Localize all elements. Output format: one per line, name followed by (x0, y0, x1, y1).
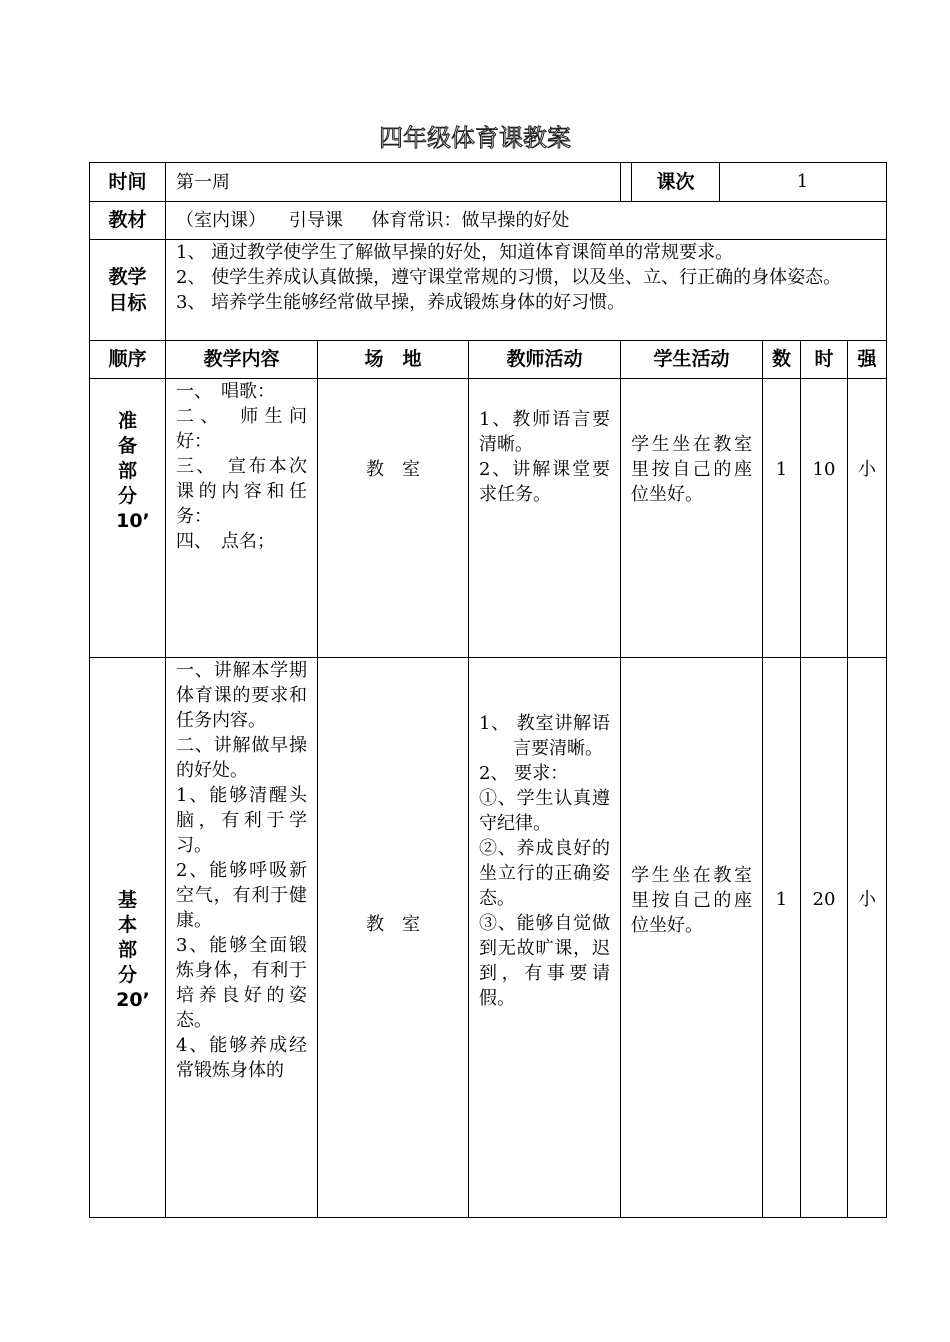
table-row (90, 658, 887, 1218)
material-value: （室内课） 引导课 体育常识：做早操的好处 (166, 202, 887, 240)
venue-cell: 教 室 (318, 379, 469, 658)
student-cell: 学生坐在教室里按自己的座位坐好。 (621, 658, 763, 1218)
material-label: 教材 (90, 202, 166, 240)
lesson-number-overlay (631, 163, 885, 201)
teacher-item: 1、 教室讲解语言要清晰。 (479, 713, 610, 759)
content-item: 3、能够全面锻炼身体，有利于培养良好的姿态。 (176, 935, 307, 1031)
lesson-number-value: 1 (796, 171, 809, 192)
time-cell: 10 (801, 379, 848, 658)
objectives-list (166, 240, 887, 341)
table-row (90, 379, 887, 658)
content-item: 一、 唱歌： (176, 381, 275, 402)
section-cell (90, 379, 166, 658)
teacher-item: 1、教师语言要清晰。 (479, 409, 610, 455)
col-venue: 场 地 (318, 341, 469, 379)
lesson-plan-table (89, 162, 887, 1218)
section-label: 基本部分20’ (116, 889, 150, 1011)
content-cell (166, 658, 318, 1218)
student-cell: 学生坐在教室里按自己的座位坐好。 (621, 379, 763, 658)
teacher-item: ②、养成良好的坐立行的正确姿态。 (479, 838, 610, 909)
teacher-item: ③、能够自觉做到无故旷课，迟到，有事要请假。 (479, 913, 610, 1009)
content-item: 二、 师生问好： (176, 406, 307, 452)
content-item: 一、讲解本学期体育课的要求和任务内容。 (176, 660, 307, 731)
col-student: 学生活动 (621, 341, 763, 379)
content-item: 1、能够清醒头脑，有利于学习。 (176, 785, 307, 856)
time-label: 时间 (90, 163, 166, 202)
teacher-cell (469, 379, 621, 658)
objectives-label (90, 240, 166, 341)
count-cell: 1 (763, 379, 801, 658)
teacher-item: ①、学生认真遵守纪律。 (479, 788, 610, 834)
content-cell (166, 379, 318, 658)
col-time: 时 (801, 341, 848, 379)
teacher-cell (469, 658, 621, 1218)
teacher-item: 2、讲解课堂要求任务。 (479, 459, 610, 505)
teacher-item: 2、 要求： (479, 763, 569, 784)
col-teacher: 教师活动 (469, 341, 621, 379)
lesson-number-label: 课次 (631, 163, 720, 201)
content-item: 4、能够养成经常锻炼身体的 (176, 1035, 307, 1081)
time-cell: 20 (801, 658, 848, 1218)
venue-cell: 教 室 (318, 658, 469, 1218)
count-cell: 1 (763, 658, 801, 1218)
section-label: 准备部分10’ (116, 410, 150, 532)
objective-item: 3、 培养学生能够经常做早操，养成锻炼身体的好习惯。 (176, 292, 626, 313)
page-title: 四年级体育课教案 (379, 124, 571, 152)
objectives-label-line2: 目标 (108, 292, 147, 314)
col-intensity: 强 (848, 341, 887, 379)
intensity-cell: 小 (848, 379, 887, 658)
content-item: 四、 点名； (176, 531, 275, 552)
col-content: 教学内容 (166, 341, 318, 379)
section-cell (90, 658, 166, 1218)
objective-item: 2、 使学生养成认真做操，遵守课堂常规的习惯，以及坐、立、行正确的身体姿态。 (176, 267, 842, 288)
time-value: 第一周 (166, 163, 621, 202)
content-item: 三、 宣布本次课的内容和任务： (176, 456, 307, 527)
intensity-cell: 小 (848, 658, 887, 1218)
objective-item: 1、 通过教学使学生了解做早操的好处，知道体育课简单的常规要求。 (176, 242, 734, 263)
objectives-label-line1: 教学 (108, 266, 147, 288)
col-order: 顺序 (90, 341, 166, 379)
col-count: 数 (763, 341, 801, 379)
content-item: 2、能够呼吸新空气，有利于健康。 (176, 860, 307, 931)
content-item: 二、讲解做早操的好处。 (176, 735, 307, 781)
